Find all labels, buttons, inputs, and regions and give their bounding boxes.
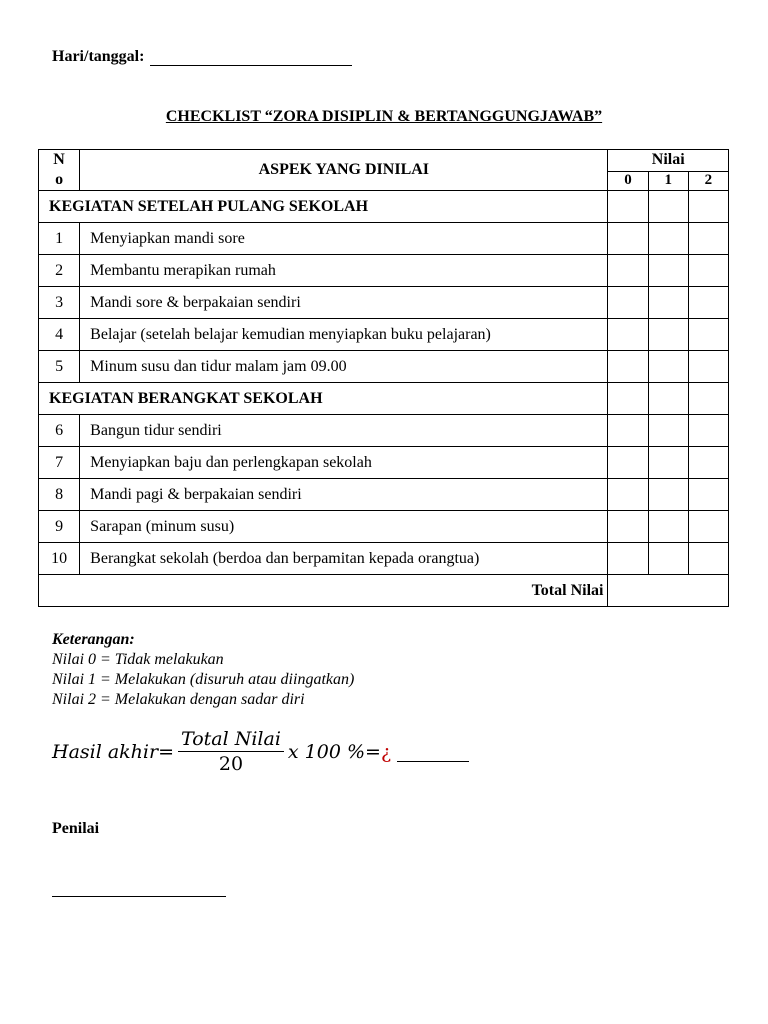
score-cell-2[interactable] xyxy=(688,287,728,319)
table-row xyxy=(39,415,729,447)
item-aspect: Belajar (setelah belajar kemudian menyiapkan buku pelajaran) xyxy=(80,319,608,351)
score-cell-0[interactable] xyxy=(608,511,648,543)
legend-line: Nilai 2 = Melakukan dengan sadar diri xyxy=(52,691,305,708)
table-row xyxy=(39,543,729,575)
item-aspect: Bangun tidur sendiri xyxy=(80,415,608,447)
header-score-1: 1 xyxy=(648,171,688,190)
score-cell-1[interactable] xyxy=(648,447,688,479)
signature-label: Penilai xyxy=(52,820,100,837)
score-cell-2[interactable] xyxy=(688,255,728,287)
score-cell-2[interactable] xyxy=(688,319,728,351)
item-number: 2 xyxy=(39,255,80,287)
score-cell-1[interactable] xyxy=(648,415,688,447)
score-cell-1[interactable] xyxy=(648,223,688,255)
header-aspect: ASPEK YANG DINILAI xyxy=(80,150,608,191)
section-score-cell xyxy=(608,191,648,223)
score-cell-0[interactable] xyxy=(608,255,648,287)
item-aspect: Membantu merapikan rumah xyxy=(80,255,608,287)
score-cell-0[interactable] xyxy=(608,415,648,447)
score-cell-0[interactable] xyxy=(608,223,648,255)
item-aspect: Mandi pagi & berpakaian sendiri xyxy=(80,479,608,511)
item-aspect: Mandi sore & berpakaian sendiri xyxy=(80,287,608,319)
score-cell-1[interactable] xyxy=(648,255,688,287)
section-row xyxy=(39,383,729,415)
item-aspect: Berangkat sekolah (berdoa dan berpamitan kepada orangtua) xyxy=(80,543,608,575)
score-cell-0[interactable] xyxy=(608,479,648,511)
formula-equals: = xyxy=(158,740,174,763)
score-cell-0[interactable] xyxy=(608,543,648,575)
legend-line: Nilai 1 = Melakukan (disuruh atau diingatkan) xyxy=(52,671,355,688)
formula-equals-2: = xyxy=(365,740,381,763)
formula-mark: ¿ xyxy=(380,740,392,763)
item-number: 8 xyxy=(39,479,80,511)
table-row xyxy=(39,479,729,511)
signature-line[interactable] xyxy=(52,896,226,897)
formula-lhs: Hasil akhir xyxy=(52,740,159,763)
table-row xyxy=(39,511,729,543)
header-score-2: 2 xyxy=(688,171,728,190)
score-cell-2[interactable] xyxy=(688,479,728,511)
formula-times: x 100 % xyxy=(287,740,366,763)
score-cell-0[interactable] xyxy=(608,287,648,319)
header-score-0: 0 xyxy=(608,171,648,190)
score-cell-1[interactable] xyxy=(648,543,688,575)
formula-numerator: Total Nilai xyxy=(178,728,284,752)
header-no xyxy=(39,150,80,191)
section-score-cell xyxy=(688,383,728,415)
formula-denominator: 20 xyxy=(218,753,244,775)
section-score-cell xyxy=(648,383,688,415)
section-row xyxy=(39,191,729,223)
item-number: 10 xyxy=(39,543,80,575)
result-blank-line[interactable] xyxy=(397,741,469,762)
date-field xyxy=(52,48,352,66)
score-cell-1[interactable] xyxy=(648,511,688,543)
total-value-cell[interactable] xyxy=(608,575,729,607)
item-number: 6 xyxy=(39,415,80,447)
score-cell-1[interactable] xyxy=(648,319,688,351)
score-cell-2[interactable] xyxy=(688,415,728,447)
score-cell-2[interactable] xyxy=(688,511,728,543)
score-cell-0[interactable] xyxy=(608,351,648,383)
score-cell-1[interactable] xyxy=(648,351,688,383)
legend-heading: Keterangan: xyxy=(52,631,135,648)
legend xyxy=(52,630,354,710)
score-cell-2[interactable] xyxy=(688,447,728,479)
header-no-label: N o xyxy=(53,151,65,188)
header-nilai: Nilai xyxy=(608,150,729,172)
score-cell-1[interactable] xyxy=(648,287,688,319)
item-aspect: Minum susu dan tidur malam jam 09.00 xyxy=(80,351,608,383)
section-title: KEGIATAN SETELAH PULANG SEKOLAH xyxy=(39,191,608,223)
item-number: 4 xyxy=(39,319,80,351)
section-score-cell xyxy=(648,191,688,223)
table-row xyxy=(39,319,729,351)
item-number: 9 xyxy=(39,511,80,543)
score-cell-0[interactable] xyxy=(608,447,648,479)
score-cell-2[interactable] xyxy=(688,223,728,255)
formula-fraction xyxy=(178,728,284,775)
date-label: Hari/tanggal: xyxy=(52,48,145,65)
score-cell-1[interactable] xyxy=(648,479,688,511)
total-label: Total Nilai xyxy=(39,575,608,607)
score-cell-2[interactable] xyxy=(688,351,728,383)
table-row xyxy=(39,255,729,287)
date-blank-line[interactable] xyxy=(150,49,352,66)
item-number: 3 xyxy=(39,287,80,319)
table-row xyxy=(39,447,729,479)
score-formula xyxy=(52,728,469,775)
score-cell-0[interactable] xyxy=(608,319,648,351)
legend-line: Nilai 0 = Tidak melakukan xyxy=(52,651,224,668)
checklist-table xyxy=(38,149,729,607)
item-aspect: Menyiapkan baju dan perlengkapan sekolah xyxy=(80,447,608,479)
item-aspect: Sarapan (minum susu) xyxy=(80,511,608,543)
score-cell-2[interactable] xyxy=(688,543,728,575)
item-aspect: Menyiapkan mandi sore xyxy=(80,223,608,255)
table-row xyxy=(39,223,729,255)
section-score-cell xyxy=(608,383,648,415)
section-title: KEGIATAN BERANGKAT SEKOLAH xyxy=(39,383,608,415)
table-row xyxy=(39,351,729,383)
page-title: CHECKLIST “ZORA DISIPLIN & BERTANGGUNGJAWAB” xyxy=(165,108,603,125)
section-score-cell xyxy=(688,191,728,223)
item-number: 5 xyxy=(39,351,80,383)
table-row xyxy=(39,287,729,319)
item-number: 1 xyxy=(39,223,80,255)
item-number: 7 xyxy=(39,447,80,479)
